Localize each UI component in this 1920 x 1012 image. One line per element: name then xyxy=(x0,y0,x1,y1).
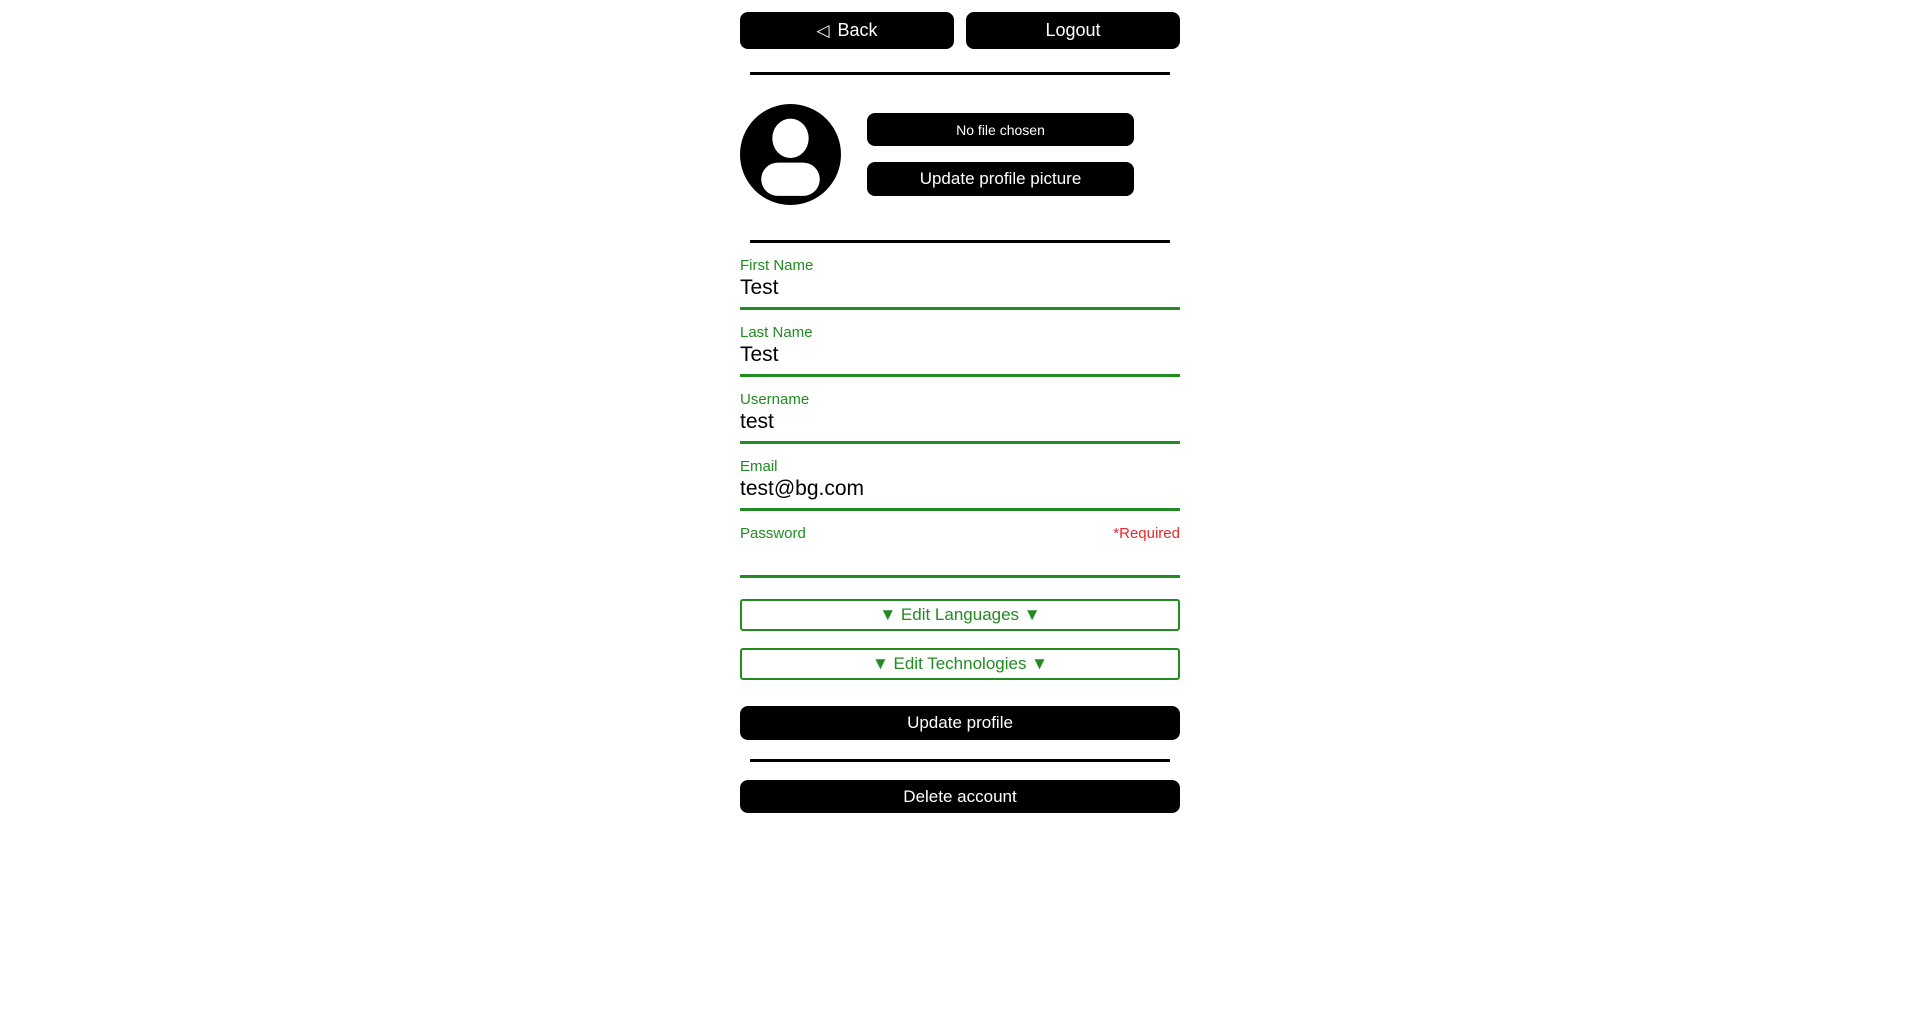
profile-form xyxy=(740,257,1180,740)
username-input[interactable] xyxy=(740,408,1180,444)
username-field xyxy=(740,391,1180,444)
divider xyxy=(750,240,1170,243)
back-button-label: Back xyxy=(837,20,878,40)
first-name-input[interactable] xyxy=(740,274,1180,310)
person-avatar-icon xyxy=(740,104,841,205)
update-profile-picture-label: Update profile picture xyxy=(919,169,1082,188)
profile-picture-section xyxy=(740,104,1180,205)
username-label: Username xyxy=(740,391,810,408)
email-label: Email xyxy=(740,458,778,475)
delete-account-button[interactable] xyxy=(740,780,1180,813)
profile-page xyxy=(740,0,1180,813)
password-label: Password xyxy=(740,525,806,542)
last-name-input[interactable] xyxy=(740,341,1180,377)
password-input[interactable] xyxy=(740,542,1180,578)
edit-technologies-toggle[interactable] xyxy=(740,648,1180,680)
update-profile-picture-button[interactable] xyxy=(867,162,1134,196)
edit-languages-label: ▼ Edit Languages ▼ xyxy=(879,605,1041,624)
first-name-label: First Name xyxy=(740,257,814,274)
last-name-label: Last Name xyxy=(740,324,813,341)
email-input[interactable] xyxy=(740,475,1180,511)
file-input-button[interactable] xyxy=(867,113,1134,146)
email-field xyxy=(740,458,1180,511)
password-field xyxy=(740,525,1180,578)
delete-account-label: Delete account xyxy=(903,786,1017,806)
first-name-field xyxy=(740,257,1180,310)
update-profile-button[interactable] xyxy=(740,706,1180,740)
avatar xyxy=(740,104,841,205)
logout-button-label: Logout xyxy=(1045,20,1101,40)
required-badge: *Required xyxy=(1113,525,1180,542)
divider xyxy=(750,72,1170,75)
logout-button[interactable] xyxy=(966,12,1180,49)
top-bar xyxy=(740,12,1180,49)
back-button[interactable] xyxy=(740,12,954,49)
update-profile-label: Update profile xyxy=(907,713,1013,732)
profile-picture-controls xyxy=(867,104,1134,205)
edit-languages-toggle[interactable] xyxy=(740,599,1180,631)
last-name-field xyxy=(740,324,1180,377)
edit-technologies-label: ▼ Edit Technologies ▼ xyxy=(871,654,1049,673)
file-chosen-label: No file chosen xyxy=(956,121,1045,138)
divider xyxy=(750,759,1170,762)
back-triangle-icon: ◁ xyxy=(816,21,830,40)
